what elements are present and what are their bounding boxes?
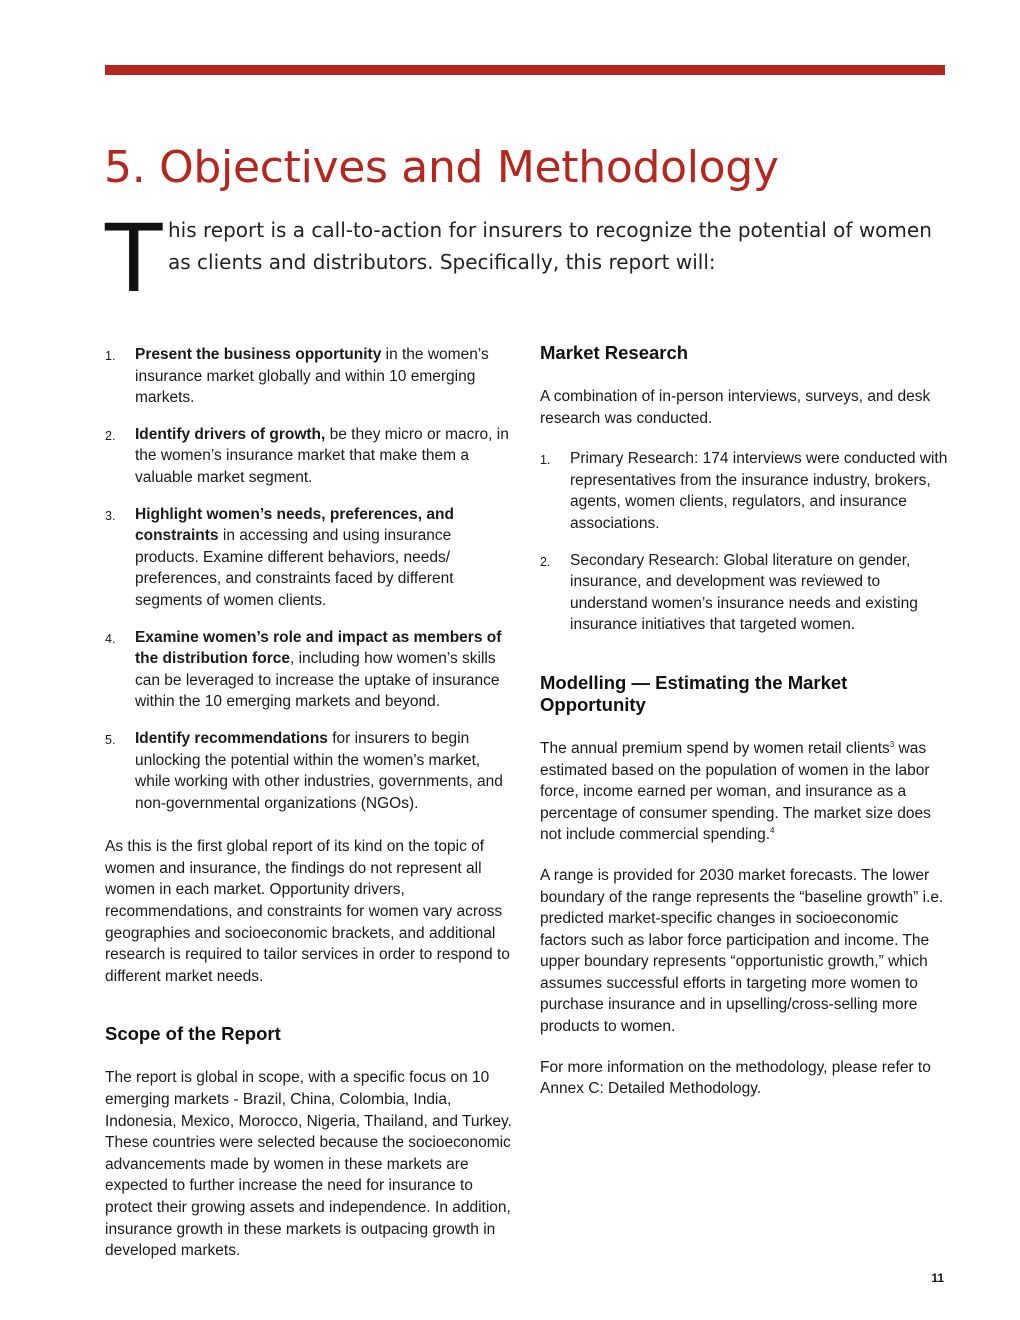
item-text: Primary Research: 174 interviews were conducted with representatives from the insurance industry, brokers, agents, women clients, regulators, and insurance associations. [570,450,948,532]
modelling-heading: Modelling — Estimating the Market Opportunity [540,671,848,715]
item-lead: Identify recommendations [135,729,328,747]
findings-paragraph: As this is the first global report of its kind on the topic of women and insurance, the findings do not represent all women in each market. Opportunity drivers, recommendations, and constraints for women vary across geographies and socioeconomic brackets, and additional research is required to tailor services in order to respond to different market needs. [105,838,510,985]
modelling-paragraph-2: A range is provided for 2030 market forecasts. The lower boundary of the range represents the “baseline growth” i.e. predicted market-specific changes in socioeconomic factors such as labor force participation and income. The upper boundary represents “opportunistic growth,” which assumes successful efforts in targeting more women to purchase insurance and in upselling/cross-selling more products to women. [540,866,944,1036]
modelling-paragraph-1: The annual premium spend by women retail clients$^3$ was estimated based on the population of women in the labor force, income earned per woman, and insurance as a percentage of consumer spending. The market size does not include commercial spending.$^4$ [540,739,931,844]
intro-dropcap: T [105,205,163,314]
item-text: in accessing and using insurance products. Examine different behaviors, needs/ preferences, and constraints faced by different segments of women clients. [135,527,454,609]
intro-text: his report is a call-to-action for insurers to recognize the potential of women as clients and distributors. Specifically, this report will: [168,218,932,274]
list-item [105,728,515,814]
item-number: 2. [105,428,116,443]
item-lead: Identify drivers of growth, [135,425,326,443]
list-item [105,504,515,612]
market-research-paragraph: A combination of in-person interviews, surveys, and desk research was conducted. [540,388,931,427]
page-title: 5. Objectives and Methodology [104,142,779,193]
item-number: 5. [105,732,116,747]
market-research-heading: Market Research [540,342,689,363]
item-number: 2. [540,554,551,569]
list-item [540,448,948,534]
item-number: 1. [105,349,116,363]
item-text: Secondary Research: Global literature on gender, insurance, and development was reviewed to understand women’s insurance needs and existing insurance initiatives that targeted women. [570,551,918,634]
item-text: in the women’s insurance market globally and within 10 emerging markets. [135,346,489,407]
research-list [540,448,948,636]
list-item [105,424,515,489]
item-number: 3. [105,508,116,523]
item-lead: Highlight women’s needs, preferences, and constraints [135,505,454,545]
list-item [540,550,948,636]
item-text: be they micro or macro, in the women’s insurance market that make them a valuable market segment. [135,425,509,486]
item-text: for insurers to begin unlocking the potential within the women’s market, while working with other industries, governments, and non-governmental organizations (NGOs). [135,729,503,812]
scope-heading: Scope of the Report [105,1023,281,1045]
item-text: , including how women’s skills can be leveraged to increase the uptake of insurance within the 10 emerging markets and beyond. [135,650,500,711]
item-number: 1. [540,453,551,468]
page-number: 11 [931,1271,944,1285]
left-column [105,344,515,1281]
right-column [540,342,948,1119]
list-item [105,627,515,713]
scope-paragraph: The report is global in scope, with a specific focus on 10 emerging markets - Brazil, China, Colombia, India, Indonesia, Mexico, Morocco, Nigeria, Thailand, and Turkey. These countries were selected because the socioeconomic advancements made by women in these markets are expected to further increase the need for insurance to protect their growing assets and independence. In addition, insurance growth in these markets is outpacing growth in developed markets. [105,1069,512,1260]
methodology-reference: For more information on the methodology, please refer to Annex C: Detailed Methodology. [540,1058,931,1098]
header-rule [105,65,945,75]
item-number: 4. [105,631,116,646]
objectives-list [105,344,515,814]
list-item [105,344,515,409]
item-lead: Examine women’s role and impact as members of the distribution force [135,628,502,668]
item-lead: Present the business opportunity [135,346,382,363]
